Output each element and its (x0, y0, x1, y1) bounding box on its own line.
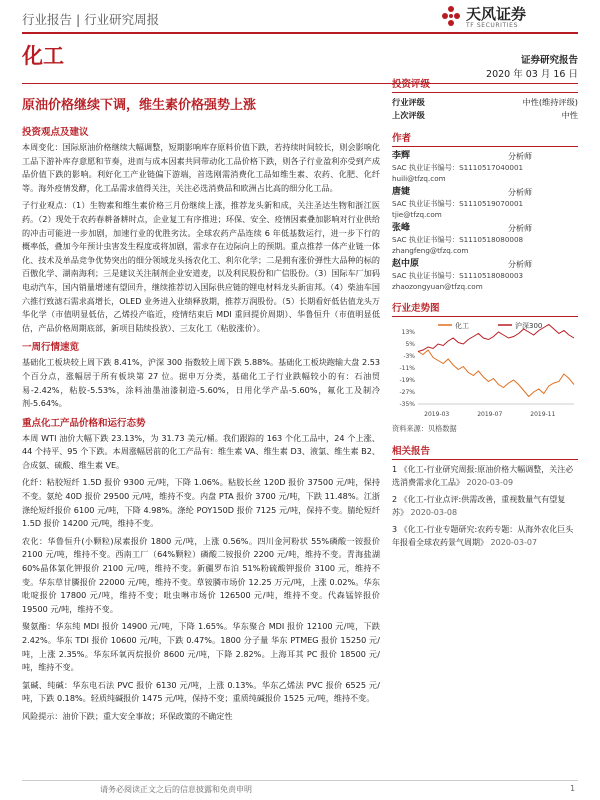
header-rule (22, 32, 578, 34)
series-line (418, 325, 574, 352)
page-number: 1 (570, 784, 576, 793)
author-name-row (392, 150, 578, 163)
related-report-item[interactable] (392, 523, 578, 549)
paragraph: 子行业观点：（1）生物素和维生素价格三月份继续上涨，推荐龙头新和成，关注圣达生物和浙江医药。（2）现处于农药春耕备耕时点，企业复工有序推进；环保、安全、疫情因素叠加影响对行业供给的冲击可能进一步加剧，加速行业的优胜劣汰。全球农药产品连续 6 年低基数运行，进一步下行的概率低，叠加今年预计虫害发生程度或将加剧，需求存在边际向上的预期。重点推荐一体产业链一体化、技术及单品竞争优势突出的细分领域龙头扬农化工、利尔化学；二是拥有涨价弹性大品种的标的百傲化学、湖南海利；三是建议关注制剂企业安道麦，以及利民股份和广信股份。（3）国际车厂加码电动汽车，国内销量增速有望回升，继续推荐切入国际供应链的锂电材料龙头新宙邦。（4）柴油车国六推行致滤石需求高增长，OLED 业务进入业绩释放期，推荐万润股份。（5）长期看好低估值龙头万华化学（市值明显低估，乙烯投产临近，疫情结束后 MDI 重回提价周期）、华鲁恒升（市值明显低估，产品价格周期底部，新项目陆续投放）、三友化工（粘胶涨价）。 (22, 200, 380, 333)
related-date: 2020-03-07 (490, 537, 538, 547)
legend-label: 化工 (455, 322, 469, 330)
rating-label: 行业评级 (392, 97, 425, 107)
author-email[interactable]: huili@tfzq.com (392, 173, 446, 183)
industry-title: 化工 (22, 44, 64, 68)
section-heading: 投资观点及建议 (22, 127, 89, 138)
related-report-item[interactable] (392, 493, 578, 519)
y-tick-label: 5% (405, 341, 415, 348)
related-date: 2020-03-09 (466, 477, 514, 487)
main-column (22, 124, 380, 728)
series-line (418, 350, 574, 397)
related-title: 《化工-行业专题研究:农药专题：从海外农化巨头年报看全球农药景气周期》 (392, 524, 574, 547)
report-headline: 原油价格继续下调，维生素价格强势上涨 (22, 98, 257, 113)
author-email[interactable]: zhaozongyuan@tfzq.com (392, 281, 483, 291)
author-email[interactable]: zhangfeng@tfzq.com (392, 245, 469, 255)
paragraph: 本周变化：国际原油价格继续大幅调整，短期影响库存原料价值下跌，若持续时间较长，则会影响化工品下游补库存意愿和节奏，进而与成本因素共同带动化工品价格下跌，则各子行业盈利亦受到产成品价值下跌的影响。利好化工产业链偏下游端，首选刚需消费化工品如维生素、农药、化肥、化纤等。海外疫情发酵，化工品需求值得关注，关注必选消费品和欧洲占比高的细分化工品。 (22, 142, 380, 193)
risk-warning: 风险提示：油价下跌；重大安全事故；环保政策的不确定性 (22, 710, 233, 721)
related-title: 《化工-行业点评:供需改善，重视数量气有望复苏》 (392, 494, 566, 517)
y-tick-label: -27% (399, 389, 415, 396)
author-title: 分析师 (508, 188, 532, 197)
author-cert: SAC 执业证书编号：S1110518080003 (392, 271, 524, 280)
paragraph: 基础化工板块较上周下跌 8.41%，沪深 300 指数较上周下跌 5.88%。基础化工板块跑输大盘 2.53 个百分点，涨幅居于所有板块第 27 位。据申万分类，基础化工子行业跌幅较小的有：石油贸易-2.42%，粘胶-5.53%，涂料油墨油漆制造-5.60%，日用化学产品-5.60%，氟化工及制冷剂-5.64%。 (22, 357, 380, 409)
author-name-row (392, 258, 578, 271)
disclaimer-link: 请务必阅读正文之后的信息披露和免责申明 (100, 785, 252, 794)
chart-source: 资料来源：贝格数据 (392, 424, 457, 433)
chart-heading: 行业走势图 (392, 300, 578, 317)
author-entry (392, 222, 578, 256)
related-index: 1 (392, 464, 400, 474)
paragraph: 聚氨酯：华东纯 MDI 报价 14900 元/吨，下降 1.65%。华东聚合 MDI 报价 12100 元/吨，下跌 2.42%。华东 TDI 报价 10600 元/吨，下跌 0.47%。1800 分子量 华东 PTMEG 报价 15250 元/吨，上涨 2.35%。华东环氧丙烷报价 8600 元/吨，下降 2.82%。上海耳其 PC 报价 18500 元/吨，维持不变。 (22, 621, 380, 673)
author-cert: SAC 执业证书编号：S1110517040001 (392, 163, 524, 172)
author-email[interactable]: tjie@tfzq.com (392, 209, 442, 219)
author-name-row (392, 222, 578, 235)
paragraph: 氯碱、纯碱：华东电石法 PVC 报价 6130 元/吨，上涨 0.13%。华东乙烯法 PVC 报价 6525 元/吨，下跌 0.18%。轻质纯碱报价 1475 元/吨，保持不变；重质纯碱报价 1525 元/吨，维持不变。 (22, 679, 380, 704)
author-name: 张峰 (392, 223, 411, 233)
section-heading: 重点化工产品价格和运行态势 (22, 417, 146, 429)
related-index: 2 (392, 494, 400, 504)
related-date: 2020-03-08 (410, 507, 458, 517)
rating-row (392, 109, 578, 122)
author-list (392, 150, 578, 292)
author-name: 李辉 (392, 151, 411, 161)
section-heading: 一周行情速览 (22, 342, 80, 354)
paragraph: 本周 WTI 油价大幅下跌 23.13%，为 31.73 美元/桶。我们跟踪的 163 个化工品中，24 个上涨、44 个持平、95 个下跌。本周涨幅居前的化工产品有：维生素 VA、维生素 D3、液氯、维生素 B2、合成氨、硫酸、维生素 VE。 (22, 432, 380, 470)
rating-value: 中性 (561, 110, 578, 120)
y-tick-label: 13% (401, 329, 415, 336)
report-category: 行业报告 | 行业研究周报 (22, 12, 160, 27)
y-tick-label: -35% (399, 401, 415, 408)
footer-rule (22, 780, 578, 781)
author-heading: 作者 (392, 130, 578, 147)
report-date: 2020 年 03 月 16 日 (486, 69, 578, 80)
y-tick-label: -3% (403, 353, 415, 360)
author-entry (392, 150, 578, 184)
author-cert: SAC 执业证书编号：S1110519070001 (392, 199, 524, 208)
paragraph: 化纤：粘胶短纤 1.5D 报价 9300 元/吨，下降 1.06%。粘胶长丝 120D 报价 37500 元/吨，保持不变。氨纶 40D 报价 29500 元/吨，维持不变。内盘 PTA 报价 3700 元/吨，下跌 11.48%。江浙涤纶短纤报价 6100 元/吨，下降 4.98%。涤纶 POY150D 报价 7125 元/吨，保持不变。腈纶短纤 1.5D 报价 14200 元/吨，维持不变。 (22, 477, 380, 529)
brand-name-en: TF SECURITIES (466, 22, 518, 29)
author-cert: SAC 执业证书编号：S1110518080008 (392, 235, 524, 244)
rating-row (392, 96, 578, 109)
brand-logo (440, 2, 580, 30)
industry-trend-chart (392, 320, 578, 420)
rating-label: 上次评级 (392, 110, 425, 120)
x-tick-label: 2019-03 (424, 411, 450, 418)
author-name: 唐婕 (392, 187, 411, 197)
related-title: 《化工-行业研究周报:原油价格大幅调整，关注必选消费需求化工品》 (392, 464, 574, 487)
rating-value: 中性(维持评级) (522, 97, 578, 107)
author-name: 赵中原 (392, 259, 420, 269)
side-column (392, 76, 578, 553)
author-title: 分析师 (508, 224, 532, 233)
author-title: 分析师 (508, 260, 532, 269)
legend-label: 沪深300 (515, 322, 543, 330)
x-tick-label: 2019-11 (530, 411, 556, 418)
y-tick-label: -19% (399, 377, 415, 384)
author-entry (392, 258, 578, 292)
rating-table (392, 96, 578, 122)
author-name-row (392, 186, 578, 199)
related-index: 3 (392, 524, 400, 534)
paragraph: 农化：华鲁恒升(小颗粒)尿素报价 1800 元/吨，上涨 0.56%。四川金河粉状 55%磷酸一铵报价 2100 元/吨，维持不变。西南工厂（64%颗粒）磷酸二铵报价 2200 元/吨，维持不变。青海盐湖 60%晶体氯化钾报价 2100 元/吨，维持不变。新疆罗布泊 51%粉硫酸钾报价 3100 元，维持不变。华东草甘膦报价 22000 元/吨，维持不变。草铵膦市场价 12.25 万元/吨，上涨 0.02%。华东吡啶报价 17800 元/吨，维持不变；吡虫啉市场价 126500 元/吨，维持不变。代森锰锌报价 19500 元/吨，维持不变。 (22, 535, 380, 614)
y-tick-label: -11% (399, 365, 415, 372)
brand-mark-icon (440, 5, 462, 27)
brand-name-cn: 天风证券 (466, 5, 527, 23)
author-entry (392, 186, 578, 220)
x-tick-label: 2019-07 (477, 411, 503, 418)
author-title: 分析师 (508, 152, 532, 161)
related-reports (392, 463, 578, 549)
report-type: 证券研究报告 (520, 55, 578, 66)
related-heading: 相关报告 (392, 443, 578, 460)
rating-heading: 投资评级 (392, 76, 578, 93)
related-report-item[interactable] (392, 463, 578, 489)
